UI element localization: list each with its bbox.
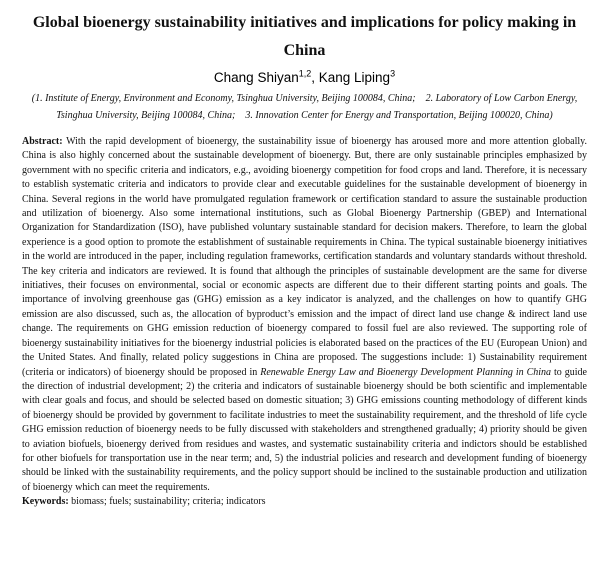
author-affiliation-superscript-2: 3 — [390, 68, 396, 79]
abstract-paragraph — [22, 135, 587, 495]
keywords-text: biomass; fuels; sustainability; criteria; indicators — [68, 496, 266, 508]
paper-title: Global bioenergy sustainability initiatives and implications for policy making in China — [32, 14, 577, 59]
author-affiliation-superscript-1: 1,2 — [298, 68, 312, 79]
keywords-line — [22, 495, 587, 509]
keywords-label: Keywords: — [22, 496, 69, 508]
author-name-2: Kang Liping — [318, 70, 391, 85]
abstract-label: Abstract: — [22, 136, 63, 147]
cited-document-title: Renewable Energy Law and Bioenergy Development Planning in China — [260, 366, 552, 378]
abstract-text-part-1: With the rapid development of bioenergy, the sustainability issue of bioenergy has aroused more and more attention globally. China is also highly concerned about the sustainable development of bioenergy. But, there are only sustainable principles emphasized by government with no specific criteria and indicators, e.g., avoiding bioenergy competition for food crops and land. Therefore, it is necessary to establish systematic criteria and indicators to provide clear and executable guidelines for the sustainable development of bioenergy in China. Several regions in the world have promulgated regulation framework or certification standard to assure the sustainable production and utilization of bioenergy. Also some international institutions, such as Global Bioenergy Partnership (GBEP) and International Organization for Standardization (ISO), have published voluntary sustainable standard for decision makers. Therefore, to learn the global experience is a good option to promote the establishment of sustainable requirements in China. The typical sustainable bioenergy initiatives in the world are introduced in the paper, including regulation frameworks, certification standards and voluntary standards without threshold. The key criteria and indicators are reviewed. It is found that although the principles of sustainable development are the same for diverse initiatives, their focuses on environmental, social or economic aspects are different due to their different starting points and goals. The importance of involving greenhouse gas (GHG) emission as a key indicator is analyzed, and the challenges on how to quantify GHG emission are also discussed, such as, the allocation of byproduct’s emission and the impact of direct land use change & indirect land use change. The requirements on GHG emission reduction of bioenergy compared to fossil fuel are also reviewed. The supporting role of bioenergy sustainability initiatives for the bioenergy industrial policies is elaborated based on the practices of the EU (European Union) and the United States. And finally, related policy suggestions in China are proposed. The suggestions include: 1) Sustainability requirement (criteria or indicators) of bioenergy should be proposed in — [22, 136, 587, 378]
abstract-text-part-2: to guide the direction of industrial development; 2) the criteria and indicators of sustainable bioenergy should be both scientific and implementable with clear goals and focus, and should be selected based on domestic situation; 3) GHG emissions counting methodology of different kinds of bioenergy should be provided by government to facilitate industries to meet the sustainability requirement, and the threshold of life cycle GHG emission reduction of bioenergy needs to be fully discussed with stakeholders and strengthened gradually; 4) priority should be given to aviation biofuels, bioenergy derived from residues and wastes, and systematic sustainability criteria and indictors should be established for other biofuels for transportation use in the near term; and, 5) the industrial policies and research and development funding of bioenergy should be linked with the sustainability requirements, and the policy support should be inclined to the sustainable production and utilization of bioenergy which can meet the requirements. — [22, 366, 587, 493]
authors-line — [22, 68, 587, 87]
affiliations: (1. Institute of Energy, Environment and Economy, Tsinghua University, Beijing 100084, China; 2. Laboratory of Low Carbon Energy, Tsinghua University, Beijing 100084, China; 3. Innovation Center for Energy and Transportation, Beijing 100020, China) — [31, 93, 578, 121]
author-separator: , — [311, 70, 319, 85]
author-name-1: Chang Shiyan — [213, 70, 299, 85]
